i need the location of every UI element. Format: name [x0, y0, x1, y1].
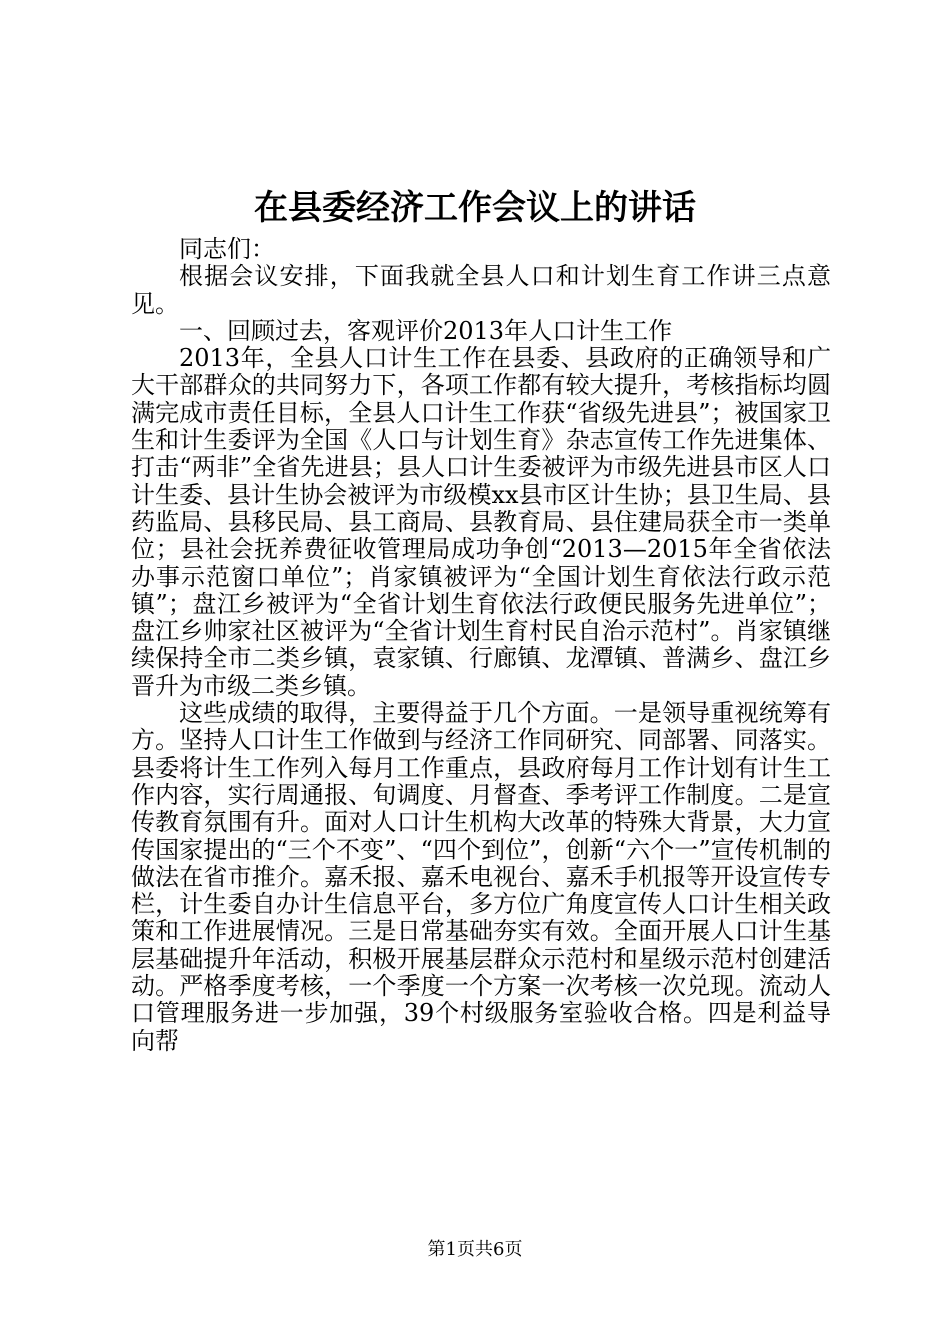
- document-title: 在县委经济工作会议上的讲话: [254, 188, 696, 228]
- paragraph-intro: 根据会议安排，下面我就全县人口和计划生育工作讲三点意见。: [131, 262, 831, 318]
- document-body: [131, 236, 831, 1055]
- page-footer: [0, 1238, 950, 1262]
- page-total: 共6页: [475, 1239, 523, 1260]
- section-heading-1: 一、回顾过去，客观评价2013年人口计生工作: [179, 316, 673, 345]
- page-number: 第1页: [427, 1239, 475, 1260]
- paragraph-reasons: 这些成绩的取得，主要得益于几个方面。一是领导重视统筹有方。坚持人口计生工作做到与经济工作同研究、同部署、同落实。县委将计生工作列入每月工作重点，县政府每月工作计划有计生工作内容，实行周通报、旬调度、月督查、季考评工作制度。二是宣传教育氛围有升。面对人口计生机构大改革的特殊大背景，大力宣传国家提出的“三个不变”、“四个到位”，创新“六个一”宣传机制的做法在省市推介。嘉禾报、嘉禾电视台、嘉禾手机报等开设宣传专栏，计生委自办计生信息平台，多方位广角度宣传人口计生相关政策和工作进展情况。三是日常基础夯实有效。全面开展人口计生基层基础提升年活动，积极开展基层群众示范村和星级示范村创建活动。严格季度考核，一个季度一个方案一次考核一次兑现。流动人口管理服务进一步加强，39个村级服务室验收合格。四是利益导向帮: [131, 699, 831, 1055]
- paragraph-salutation: 同志们：: [179, 235, 275, 263]
- paragraph-achievements: 2013年，全县人口计生工作在县委、县政府的正确领导和广大干部群众的共同努力下，各项工作都有较大提升，考核指标均圆满完成市责任目标，全县人口计生工作获“省级先进县”；被国家卫生和计生委评为全国《人口与计划生育》杂志宣传工作先进集体、打击“两非”全省先进县；县人口计生委被评为市级先进县市区人口计生委、县计生协会被评为市级模xx县市区计生协；县卫生局、县药监局、县移民局、县工商局、县教育局、县住建局获全市一类单位；县社会抚养费征收管理局成功争创“2013—2015年全省依法办事示范窗口单位”；肖家镇被评为“全国计划生育依法行政示范镇”；盘江乡被评为“全省计划生育依法行政便民服务先进单位”；盘江乡帅家社区被评为“全省计划生育村民自治示范村”。肖家镇继续保持全市二类乡镇，袁家镇、行廊镇、龙潭镇、普满乡、盘江乡晋升为市级二类乡镇。: [131, 344, 831, 700]
